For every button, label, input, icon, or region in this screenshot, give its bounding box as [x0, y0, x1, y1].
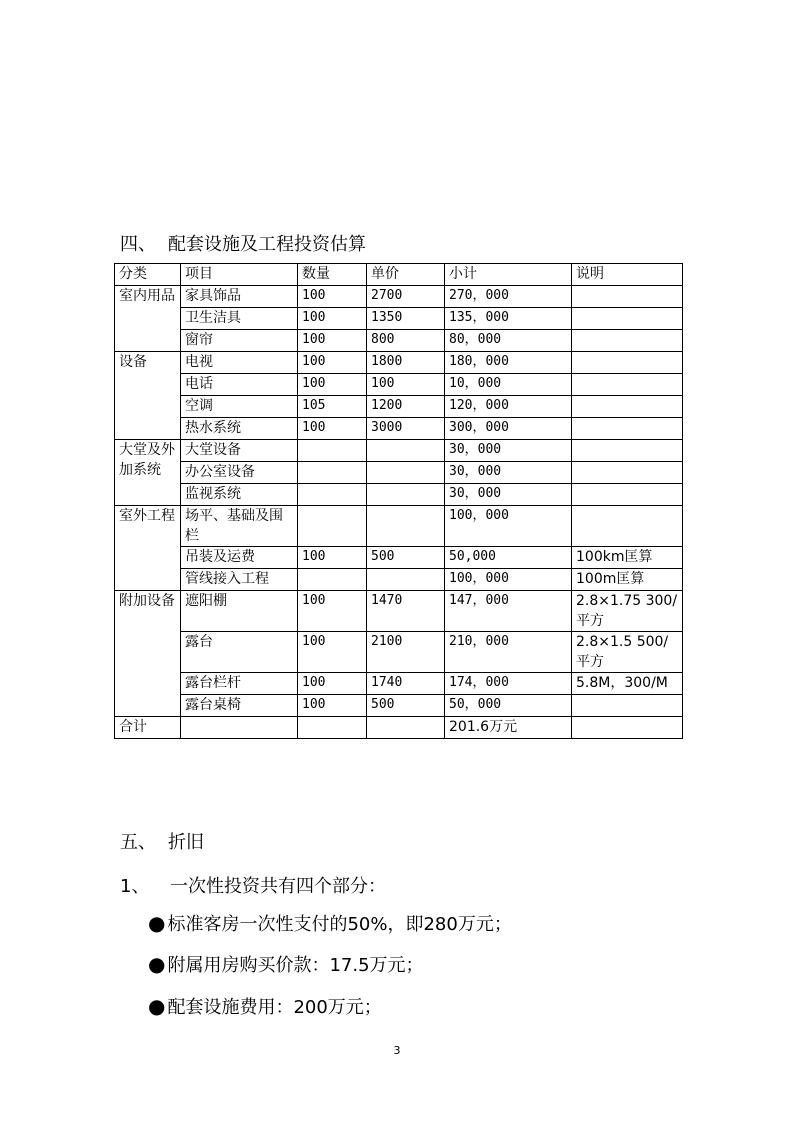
bullet-icon: ●	[148, 911, 166, 935]
note-cell: 100km匡算	[572, 547, 683, 569]
note-cell	[572, 308, 683, 330]
table-row	[115, 632, 683, 673]
subtotal-cell: 180，000	[445, 352, 572, 374]
quantity-cell: 100	[298, 330, 367, 352]
unit-price-cell	[367, 569, 445, 591]
bullet-icon: ●	[148, 994, 166, 1018]
note-cell	[572, 506, 683, 547]
item-cell: 大堂设备	[181, 440, 298, 462]
item-cell: 管线接入工程	[181, 569, 298, 591]
table-cell	[181, 717, 298, 739]
item-cell: 场平、基础及围栏	[181, 506, 298, 547]
unit-price-cell: 500	[367, 695, 445, 717]
item-cell: 家具饰品	[181, 286, 298, 308]
subtotal-cell: 135，000	[445, 308, 572, 330]
note-cell	[572, 462, 683, 484]
table-body	[115, 286, 683, 717]
table-total-row	[115, 717, 683, 739]
item-cell: 卫生洁具	[181, 308, 298, 330]
unit-price-cell	[367, 506, 445, 547]
table-cell	[572, 717, 683, 739]
subtotal-cell: 100，000	[445, 569, 572, 591]
section-4-title: 配套设施及工程投资估算	[168, 234, 366, 255]
table-row	[115, 330, 683, 352]
table-row	[115, 569, 683, 591]
unit-price-cell: 100	[367, 374, 445, 396]
item-cell: 监视系统	[181, 484, 298, 506]
item-cell: 空调	[181, 396, 298, 418]
table-row	[115, 462, 683, 484]
section-5-heading	[120, 828, 204, 854]
total-value: 201.6万元	[445, 717, 572, 739]
quantity-cell	[298, 506, 367, 547]
item-1-text: 一次性投资共有四个部分：	[170, 876, 386, 897]
header-subtotal: 小计	[445, 264, 572, 286]
item-cell: 电视	[181, 352, 298, 374]
subtotal-cell: 50,000	[445, 547, 572, 569]
subtotal-cell: 80，000	[445, 330, 572, 352]
quantity-cell: 100	[298, 591, 367, 632]
subtotal-cell: 120，000	[445, 396, 572, 418]
item-cell: 电话	[181, 374, 298, 396]
unit-price-cell: 3000	[367, 418, 445, 440]
note-cell	[572, 695, 683, 717]
unit-price-cell: 1200	[367, 396, 445, 418]
section-5-title: 折旧	[168, 832, 204, 853]
table-row	[115, 484, 683, 506]
note-cell	[572, 396, 683, 418]
quantity-cell: 100	[298, 695, 367, 717]
bullet-item	[148, 910, 512, 936]
quantity-cell	[298, 569, 367, 591]
total-label: 合计	[115, 717, 181, 739]
quantity-cell: 100	[298, 374, 367, 396]
quantity-cell: 100	[298, 308, 367, 330]
note-cell	[572, 352, 683, 374]
note-cell: 2.8×1.75 300/平方	[572, 591, 683, 632]
bullet-text: 配套设施费用：200万元；	[167, 997, 382, 1018]
category-cell: 附加设备	[115, 591, 181, 717]
quantity-cell: 105	[298, 396, 367, 418]
quantity-cell	[298, 440, 367, 462]
subtotal-cell: 10，000	[445, 374, 572, 396]
item-cell: 遮阳棚	[181, 591, 298, 632]
category-cell: 大堂及外加系统	[115, 440, 181, 506]
section-4-number: 四、	[120, 234, 156, 255]
bullet-text: 附属用房购买价款：17.5万元；	[167, 955, 424, 976]
item-cell: 窗帘	[181, 330, 298, 352]
subtotal-cell: 30，000	[445, 440, 572, 462]
unit-price-cell: 1470	[367, 591, 445, 632]
page-number: 3	[393, 1044, 401, 1057]
unit-price-cell: 2100	[367, 632, 445, 673]
note-cell	[572, 440, 683, 462]
table-row	[115, 286, 683, 308]
unit-price-cell: 1740	[367, 673, 445, 695]
subtotal-cell: 30，000	[445, 462, 572, 484]
table-row	[115, 673, 683, 695]
unit-price-cell: 1800	[367, 352, 445, 374]
item-cell: 办公室设备	[181, 462, 298, 484]
note-cell	[572, 374, 683, 396]
subtotal-cell: 300，000	[445, 418, 572, 440]
subtotal-cell: 210，000	[445, 632, 572, 673]
header-category: 分类	[115, 264, 181, 286]
quantity-cell: 100	[298, 418, 367, 440]
quantity-cell: 100	[298, 632, 367, 673]
section-4-heading	[120, 230, 366, 256]
note-cell	[572, 330, 683, 352]
subtotal-cell: 100，000	[445, 506, 572, 547]
subtotal-cell: 147，000	[445, 591, 572, 632]
unit-price-cell	[367, 462, 445, 484]
header-quantity: 数量	[298, 264, 367, 286]
unit-price-cell: 800	[367, 330, 445, 352]
unit-price-cell	[367, 484, 445, 506]
table-row	[115, 440, 683, 462]
table-row	[115, 547, 683, 569]
quantity-cell: 100	[298, 547, 367, 569]
table-row	[115, 374, 683, 396]
unit-price-cell: 1350	[367, 308, 445, 330]
category-cell: 室外工程	[115, 506, 181, 591]
subtotal-cell: 30，000	[445, 484, 572, 506]
note-cell: 100m匡算	[572, 569, 683, 591]
quantity-cell: 100	[298, 286, 367, 308]
note-cell: 2.8×1.5 500/平方	[572, 632, 683, 673]
quantity-cell: 100	[298, 352, 367, 374]
header-item: 项目	[181, 264, 298, 286]
note-cell	[572, 418, 683, 440]
item-cell: 露台栏杆	[181, 673, 298, 695]
table-row	[115, 352, 683, 374]
bullet-icon: ●	[148, 952, 166, 976]
category-cell: 室内用品	[115, 286, 181, 352]
subtotal-cell: 174，000	[445, 673, 572, 695]
unit-price-cell	[367, 440, 445, 462]
unit-price-cell: 500	[367, 547, 445, 569]
table-row	[115, 695, 683, 717]
subtotal-cell: 270，000	[445, 286, 572, 308]
item-cell: 热水系统	[181, 418, 298, 440]
item-cell: 露台桌椅	[181, 695, 298, 717]
note-cell: 5.8M，300/M	[572, 673, 683, 695]
note-cell	[572, 484, 683, 506]
table-cell	[298, 717, 367, 739]
item-1-number: 1、	[120, 876, 150, 897]
bullet-text: 标准客房一次性支付的50%，即280万元；	[167, 914, 512, 935]
bullet-item	[148, 993, 382, 1019]
table-row	[115, 308, 683, 330]
quantity-cell	[298, 462, 367, 484]
table-row	[115, 418, 683, 440]
table-header-row	[115, 264, 683, 286]
item-cell: 露台	[181, 632, 298, 673]
header-unit-price: 单价	[367, 264, 445, 286]
item-1-line	[120, 872, 386, 898]
item-cell: 吊装及运费	[181, 547, 298, 569]
unit-price-cell: 2700	[367, 286, 445, 308]
table-row	[115, 396, 683, 418]
quantity-cell	[298, 484, 367, 506]
header-note: 说明	[572, 264, 683, 286]
table-row	[115, 591, 683, 632]
quantity-cell: 100	[298, 673, 367, 695]
bullet-item	[148, 951, 424, 977]
investment-estimate-table	[114, 263, 683, 739]
note-cell	[572, 286, 683, 308]
category-cell: 设备	[115, 352, 181, 440]
table-row	[115, 506, 683, 547]
section-5-number: 五、	[120, 832, 156, 853]
table-cell	[367, 717, 445, 739]
subtotal-cell: 50，000	[445, 695, 572, 717]
